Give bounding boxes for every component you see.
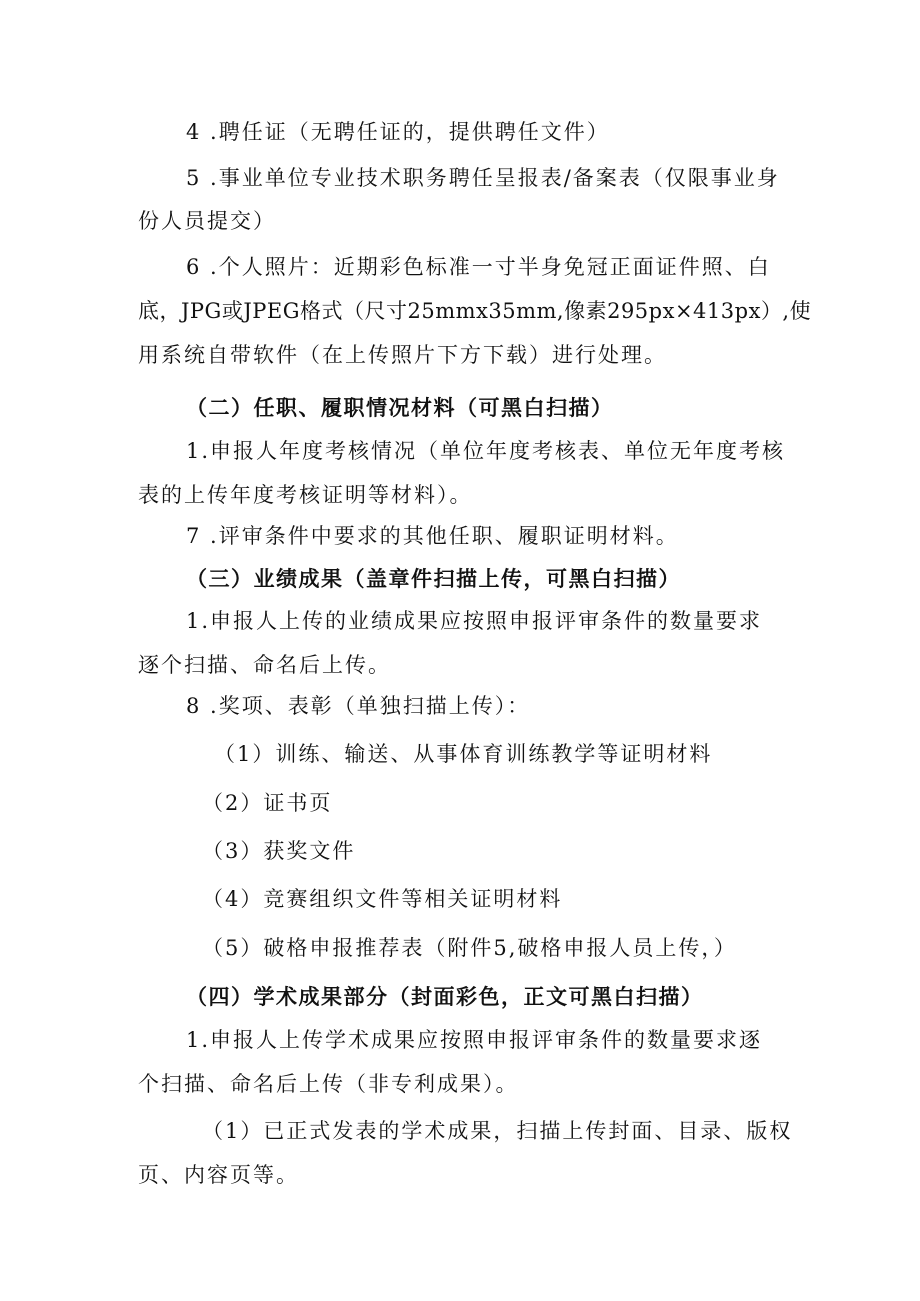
- item-6-line-3: 用系统自带软件（在上传照片下方下载）进行处理。: [138, 343, 667, 367]
- section-4-para-1-line-2: 个扫描、命名后上传（非专利成果）。: [138, 1072, 519, 1096]
- section-2-heading: （二）任职、履职情况材料（可黑白扫描）: [186, 395, 614, 420]
- section-3-heading: （三）业绩成果（盖章件扫描上传，可黑白扫描）: [186, 566, 681, 591]
- item-4: 4 .聘任证（无聘任证的，提供聘任文件）: [186, 120, 610, 144]
- section-3-sub-4: （4）竞赛组织文件等相关证明材料: [202, 887, 563, 911]
- item-6-line-1: 6 .个人照片：近期彩色标准一寸半身免冠正面证件照、白: [186, 255, 771, 279]
- section-3-sub-2: （2）证书页: [202, 791, 333, 815]
- section-2-para-1-line-1: 1.申报人年度考核情况（单位年度考核表、单位无年度考核: [186, 439, 786, 463]
- section-3-para-1-line-1: 1.申报人上传的业绩成果应按照申报评审条件的数量要求: [186, 609, 763, 633]
- section-3-para-1-line-2: 逐个扫描、命名后上传。: [138, 653, 391, 677]
- section-3-sub-1: （1）训练、输送、从事体育训练教学等证明材料: [214, 742, 713, 766]
- section-3-item-8: 8 .奖项、表彰（单独扫描上传）：: [186, 694, 531, 718]
- section-3-sub-3: （3）获奖文件: [202, 839, 356, 863]
- item-5-line-2: 份人员提交）: [138, 209, 276, 233]
- section-4-para-1-line-1: 1.申报人上传学术成果应按照申报评审条件的数量要求逐: [186, 1028, 763, 1052]
- section-4-sub-1-line-1: （1）已正式发表的学术成果，扫描上传封面、目录、版权: [202, 1119, 793, 1143]
- section-2-para-1-line-2: 表的上传年度考核证明等材料）。: [138, 483, 473, 507]
- item-6-line-2: 底，JPG或JPEG格式（尺寸25mmx35mm,像素295px×413px）,使: [138, 299, 812, 323]
- item-5-line-1: 5 .事业单位专业技术职务聘任呈报表/备案表（仅限事业身: [186, 166, 780, 190]
- section-4-sub-1-line-2: 页、内容页等。: [138, 1163, 299, 1187]
- section-3-sub-5: （5）破格申报推荐表（附件5,破格申报人员上传，）: [202, 936, 737, 960]
- section-4-heading: （四）学术成果部分（封面彩色，正文可黑白扫描）: [186, 984, 704, 1009]
- section-2-item-7: 7 .评审条件中要求的其他任职、履职证明材料。: [186, 524, 679, 548]
